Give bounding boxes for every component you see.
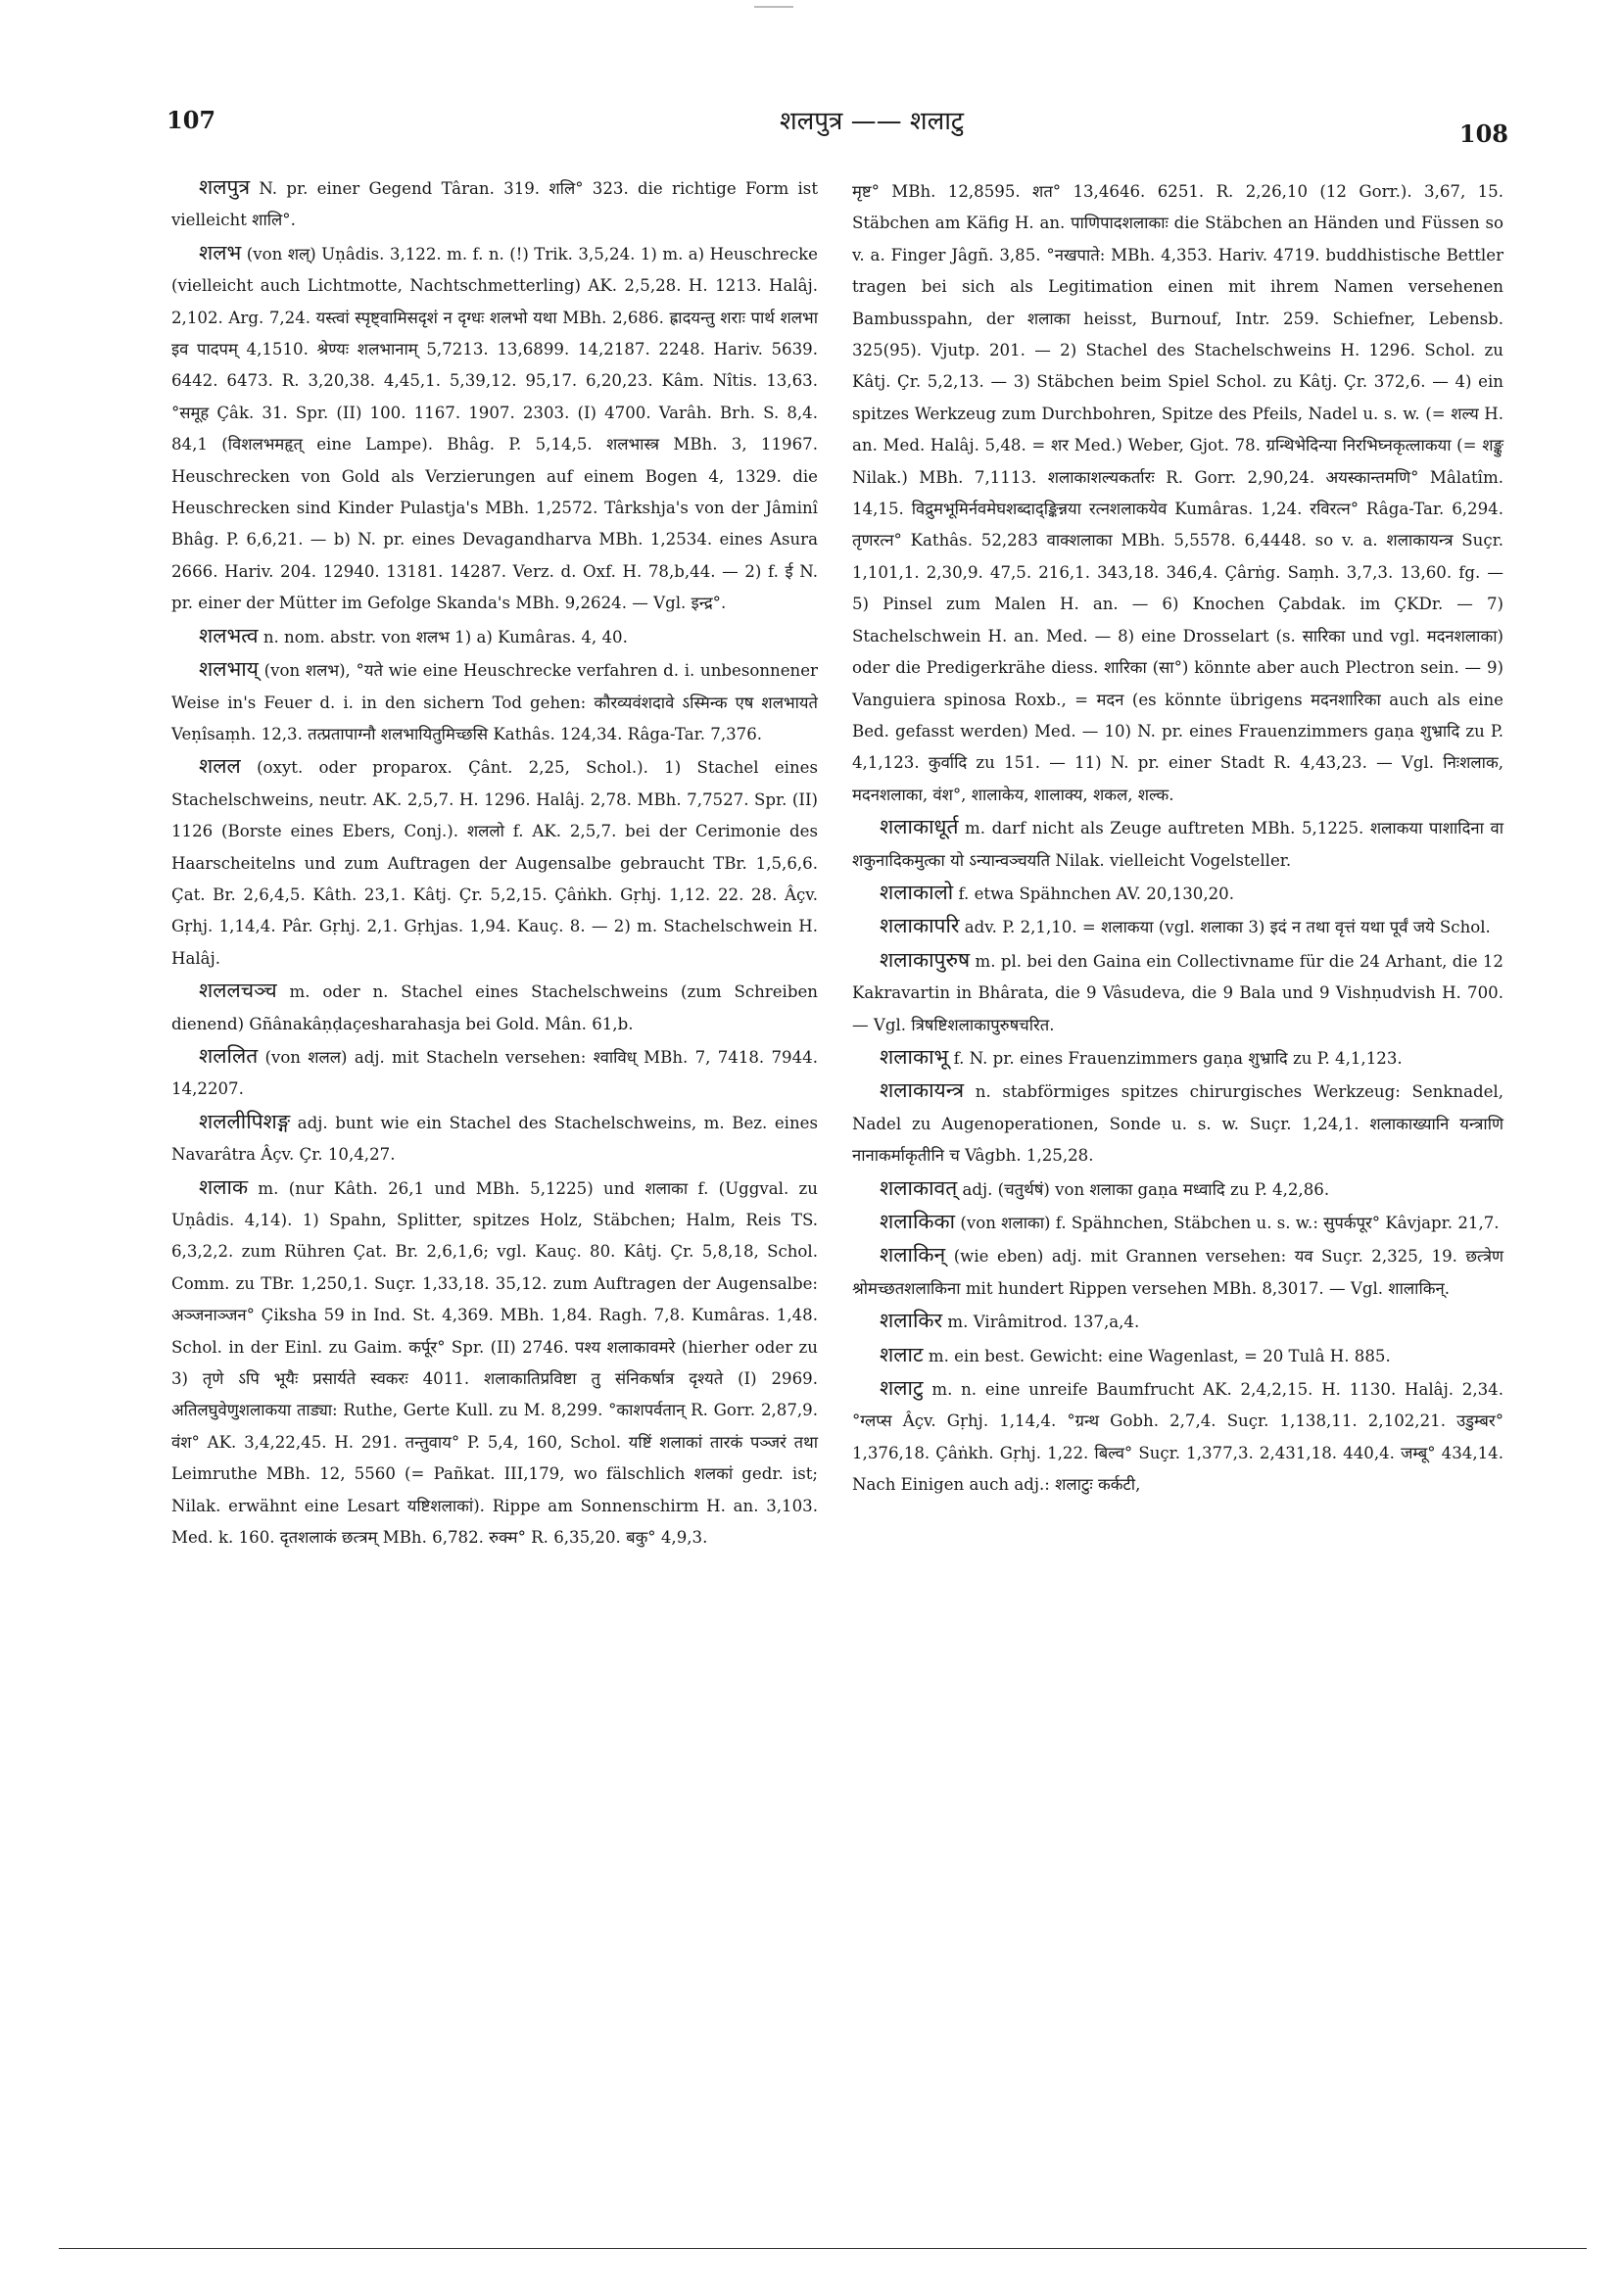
entry-text: m. oder n. Stachel eines Stachelschweins (zum Schreiben dienend) Gñânakâṇḍaçesharahasja bei Gold. Mân. 61,b. [171,982,818,1033]
entry-headword: शलभत्व [199,623,259,647]
dictionary-entry [852,944,1503,1041]
entry-headword: शलाकालो [880,880,954,904]
entry-text: n. stabförmiges spitzes chirurgisches Werkzeug: Senknadel, Nadel zu Augenoperationen, Sonde u. s. w. Suçr. 1,24,1. शलाकाख्यानि यन्त्राणि नानाकर्माकृतीनि च Vâgbh. 1,25,28. [852,1082,1503,1166]
running-head: शलपुत्र —— शलाटु [779,107,965,136]
entry-headword: शललचञ्च [199,979,277,1003]
dictionary-entry [852,1372,1503,1502]
entry-headword: शलाकायन्त्र [880,1078,965,1103]
entry-headword: शलाकिका [880,1210,956,1233]
dictionary-entry [852,1041,1503,1075]
page-number-left: 107 [167,106,216,134]
entry-text: m. n. eine unreife Baumfrucht AK. 2,4,2,15. H. 1130. Halâj. 2,34. °ग्लप्स Âçv. Gṛhj. 1,14,4. °ग्रन्थ Gobh. 2,7,4. Suçr. 1,138,11. 2,102,21. उडुम्बर° 1,376,18. Çâṅkh. Gṛhj. 1,22. बिल्व° Suçr. 1,377,3. 2,431,18. 440,4. जम्बू° 434,14. Nach Einigen auch adj.: शलाटुः कर्कटी, [852,1380,1503,1495]
entry-text: (von शलाका) f. Spähnchen, Stäbchen u. s. w.: सुपर्कपूर° Kâvjapr. 21,7. [960,1214,1500,1232]
entry-text: (von शल्) Uṇâdis. 3,122. m. f. n. (!) Trik. 3,5,24. 1) m. a) Heuschrecke (vielleicht auch Lichtmotte, Nachtschmetterling) AK. 2,5,28. H. 1213. Halâj. 2,102. Arg. 7,24. यस्त्वां स्पृष्ट्वामिसदृशं न दृग्धः शलभो यथा MBh. 2,686. ह्रादयन्तु शराः पार्थ शलभा इव पादपम् 4,1510. श्रेण्यः शलभानाम् 5,7213. 13,6899. 14,2187. 2248. Hariv. 5639. 6442. 6473. R. 3,20,38. 4,45,1. 5,39,12. 95,17. 6,20,23. Kâm. Nîtis. 13,63. °समूह Çâk. 31. Spr. (II) 100. 1167. 1907. 2303. (I) 4700. Varâh. Brh. S. 8,4. 84,1 (विशलभमहृत् eine Lampe). Bhâg. P. 5,14,5. शलभास्त्र MBh. 3, 11967. Heuschrecken von Gold als Verzierungen auf einem Bogen 4, 1329. die Heuschrecken sind Kinder Pulastja's MBh. 1,2572. Târkshja's von der Jâminî Bhâg. P. 6,6,21. — b) N. pr. eines Devagandharva MBh. 1,2534. eines Asura 2666. Hariv. 204. 12940. 13181. 14287. Verz. d. Oxf. H. 78,b,44. — 2) f. ई N. pr. einer der Mütter im Gefolge Skanda's MBh. 9,2624. — Vgl. इन्द्र°. [171,244,818,613]
page-header [167,98,1508,148]
entry-text: m. darf nicht als Zeuge auftreten MBh. 5,1225. शलाकया पाशादिना वा शकुनादिकमुत्का यो ऽन्यान्वञ्चयति Nilak. vielleicht Vogelsteller. [852,819,1503,870]
entry-text: adv. P. 2,1,10. = शलाकया (vgl. शलाका 3) इदं न तथा वृत्तं यथा पूर्वं जये Schol. [964,918,1491,937]
entry-headword: शलभ [199,240,242,264]
entry-headword: शलाकापुरुष [880,947,971,972]
entry-headword: शलपुत्र [199,175,251,199]
entry-text: मृष्ट° MBh. 12,8595. शत° 13,4646. 6251. R. 2,26,10 (12 Gorr.). 3,67, 15. Stäbchen am Käfig H. an. पाणिपादशलाकाः die Stäbchen an Händen und Füssen so v. a. Finger Jâgñ. 3,85. °नखपाते: MBh. 4,353. Hariv. 4719. buddhistische Bettler tragen bei sich als Legitimation einen mit ihrem Namen versehenen Bambusspahn, der शलाका heisst, Burnouf, Intr. 259. Schiefner, Lebensb. 325(95). Vjutp. 201. — 2) Stachel des Stachelschweins H. 1296. Schol. zu Kâtj. Çr. 5,2,13. — 3) Stäbchen beim Spiel Schol. zu Kâtj. Çr. 372,6. — 4) ein spitzes Werkzeug zum Durchbohren, Spitze des Pfeils, Nadel u. s. w. (= शल्य H. an. Med. Halâj. 5,48. = शर Med.) Weber, Gjot. 78. ग्रन्थिभेदिन्या निरभिघ्नकृत्लाकया (= शङ्कु Nilak.) MBh. 7,1113. शलाकाशल्यकर्तारः R. Gorr. 2,90,24. अयस्कान्तमणि° Mâlatîm. 14,15. विद्रुमभूमिर्नवमेघशब्दाद्ङ्किन्नया रत्नशलाकयेव Kumâras. 1,24. रविरत्न° Râga-Tar. 6,294. तृणरत्न° Kathâs. 52,283 वाक्शलाका MBh. 5,5578. 6,4448. so v. a. शलाकायन्त्र Suçr. 1,101,1. 2,30,9. 47,5. 216,1. 343,18. 346,4. Çârṅg. Saṃh. 3,7,3. 13,60. fg. — 5) Pinsel zum Malen H. an. — 6) Knochen Çabdak. im ÇKDr. — 7) Stachelschwein H. an. Med. — 8) eine Drosselart (s. सारिका und vgl. मदनशलाका) oder die Predigerkrähe diess. शारिका (सा°) könnte aber auch Plectron sein. — 9) Vanguiera spinosa Roxb., = मदन (es könnte übrigens मदनशारिका auch als eine Bed. gefasst werden) Med. — 10) N. pr. eines Frauenzimmers gaṇa शुभ्रादि zu P. 4,1,123. कुर्वादि zu 151. — 11) N. pr. einer Stadt R. 4,43,23. — Vgl. निःशलाक, मदनशलाका, वंश°, शालाकेय, शालाक्य, शकल, शल्क. [852,182,1503,804]
dictionary-entry [852,1075,1503,1172]
bottom-rule [59,2248,1587,2249]
entry-text: n. nom. abstr. von शलभ 1) a) Kumâras. 4, 40. [262,627,628,646]
entry-text: m. pl. bei den Gaina ein Collectivname für die 24 Arhant, die 12 Kakravartin in Bhârata, die 9 Vâsudeva, die 9 Bala und 9 Vishṇudvish H. 700. — Vgl. त्रिषष्टिशलाकापुरुषचरित. [852,951,1503,1034]
entry-text: adj. bunt wie ein Stachel des Stachelschweins, m. Bez. eines Navarâtra Âçv. Çr. 10,4,27. [171,1113,818,1165]
entry-text: adj. (चतुर्थषं) von शलाका gaṇa मध्वादि zu P. 4,2,86. [962,1179,1330,1199]
entry-headword: शलभाय् [199,657,259,682]
dictionary-entry [171,1172,818,1555]
entry-headword: शललित [199,1043,259,1068]
entry-text: (von शलल) adj. mit Stacheln versehen: श्वाविध् MBh. 7, 7418. 7944. 14,2207. [171,1047,818,1099]
dictionary-entry [171,653,818,750]
entry-headword: शलाटु [880,1376,924,1401]
dictionary-entry [852,1206,1503,1239]
dictionary-entry [852,1239,1503,1305]
entry-text: N. pr. einer Gegend Târan. 319. शलि° 323. die richtige Form ist vielleicht शालि°. [171,179,818,230]
entry-text: (oxyt. oder proparox. Çânt. 2,25, Schol.). 1) Stachel eines Stachelschweins, neutr. AK. 2,5,7. H. 1296. Halâj. 2,78. MBh. 7,7527. Spr. (II) 1126 (Borste eines Ebers, Conj.). शललो f. AK. 2,5,7. bei der Cerimonie des Haarscheitelns und zum Auftragen der Augensalbe gebraucht TBr. 1,5,6,6. Çat. Br. 2,6,4,5. Kâth. 23,1. Kâtj. Çr. 5,2,15. Çâṅkh. Gṛhj. 1,12. 22. 28. Âçv. Gṛhj. 1,14,4. Pâr. Gṛhj. 2,1. Gṛhjas. 1,94. Kauç. 8. — 2) m. Stachelschwein H. Halâj. [171,758,818,968]
entry-headword: शलाकाभू [880,1044,949,1069]
dictionary-entry [171,237,818,620]
entry-text: m. Virâmitrod. 137,a,4. [947,1313,1140,1332]
entry-headword: शलाकिन् [880,1243,946,1268]
dictionary-entry [171,750,818,975]
dictionary-entry [171,975,818,1040]
entry-headword: शलाकापरि [880,914,960,938]
entry-text: (von शलभ), °यते wie eine Heuschrecke verfahren d. i. unbesonnener Weise in's Feuer d. i. in den sichern Tod gehen: कौरव्यवंशदावे ऽस्मिन्क एष शलभायते Veṇîsaṃh. 12,3. तत्प्रतापाग्नौ शलभायितुमिच्छसि Kathâs. 124,34. Râga-Tar. 7,376. [171,661,818,743]
dictionary-entry [852,1305,1503,1338]
entry-headword: शलाक [199,1174,249,1199]
entry-text: m. (nur Kâth. 26,1 und MBh. 5,1225) und शलाका f. (Uggval. zu Uṇâdis. 4,14). 1) Spahn, Splitter, spitzes Holz, Stäbchen; Halm, Reis TS. 6,3,2,2. zum Rühren Çat. Br. 2,6,1,6; vgl. Kauç. 80. Kâtj. Çr. 5,8,18, Schol. Comm. zu TBr. 1,250,1. Suçr. 1,33,18. 35,12. zum Auftragen der Augensalbe: अञ्जनाञ्जन° Çiksha 59 in Ind. St. 4,369. MBh. 1,84. Ragh. 7,8. Kumâras. 1,48. Schol. in der Einl. zu Gaim. कर्पूर° Spr. (II) 2746. पश्य शलाकावमरे (hierher oder zu 3) तृणे ऽपि भूयैः प्रसार्यते स्वकरः 4011. शलाकातिप्रविष्टा तु संनिकर्षात्र दृश्यते (I) 2969. अतिलघुवेणुशलाकया ताड्या: Ruthe, Gerte Kull. zu M. 8,299. °काशपर्वतान् R. Gorr. 2,87,9. वंश° AK. 3,4,22,45. H. 291. तन्तुवाय° P. 5,4, 160, Schol. यष्टिं शलाकां तारकं पञ्जरं तथा Leimruthe MBh. 12, 5560 (= Pañkat. III,179, wo fälschlich शलकां gedr. ist; Nilak. erwähnt eine Lesart यष्टिशलाकां). Rippe am Sonnenschirm H. an. 3,103. Med. k. 160. दृतशलाकं छत्त्रम् MBh. 6,782. रुक्म° R. 6,35,20. बकु° 4,9,3. [171,1178,818,1548]
page-number-right: 108 [1458,120,1508,148]
dictionary-entry [171,620,818,653]
entry-headword: शलाट [880,1342,924,1366]
entry-text: f. N. pr. eines Frauenzimmers gaṇa शुभ्रादि zu P. 4,1,123. [953,1048,1403,1068]
right-column [852,176,1503,1502]
dictionary-entry [852,1339,1503,1372]
scan-mark [754,6,793,8]
entry-text: f. etwa Spähnchen AV. 20,130,20. [958,884,1234,903]
dictionary-entry [171,171,818,237]
dictionary-entry [852,1172,1503,1206]
dictionary-entry [171,1106,818,1172]
dictionary-entry [852,910,1503,943]
entry-headword: शलल [199,754,241,779]
dictionary-entry [852,877,1503,910]
dictionary-entry [171,1040,818,1106]
left-column [171,171,818,1554]
entry-text: (wie eben) adj. mit Grannen versehen: यव Suçr. 2,325, 19. छत्त्रेण श्रोमच्छतशलाकिना mit hundert Rippen versehen MBh. 8,3017. — Vgl. शालाकिन्. [852,1247,1503,1298]
entry-headword: शललीपिशङ्ग [199,1109,291,1133]
dictionary-entry [852,176,1503,811]
entry-headword: शलाकावत् [880,1175,958,1200]
entry-text: m. ein best. Gewicht: eine Wagenlast, = 20 Tulâ H. 885. [928,1346,1391,1365]
entry-headword: शलाकिर [880,1309,943,1333]
dictionary-entry [852,811,1503,877]
entry-headword: शलाकाधूर्त [880,815,959,839]
